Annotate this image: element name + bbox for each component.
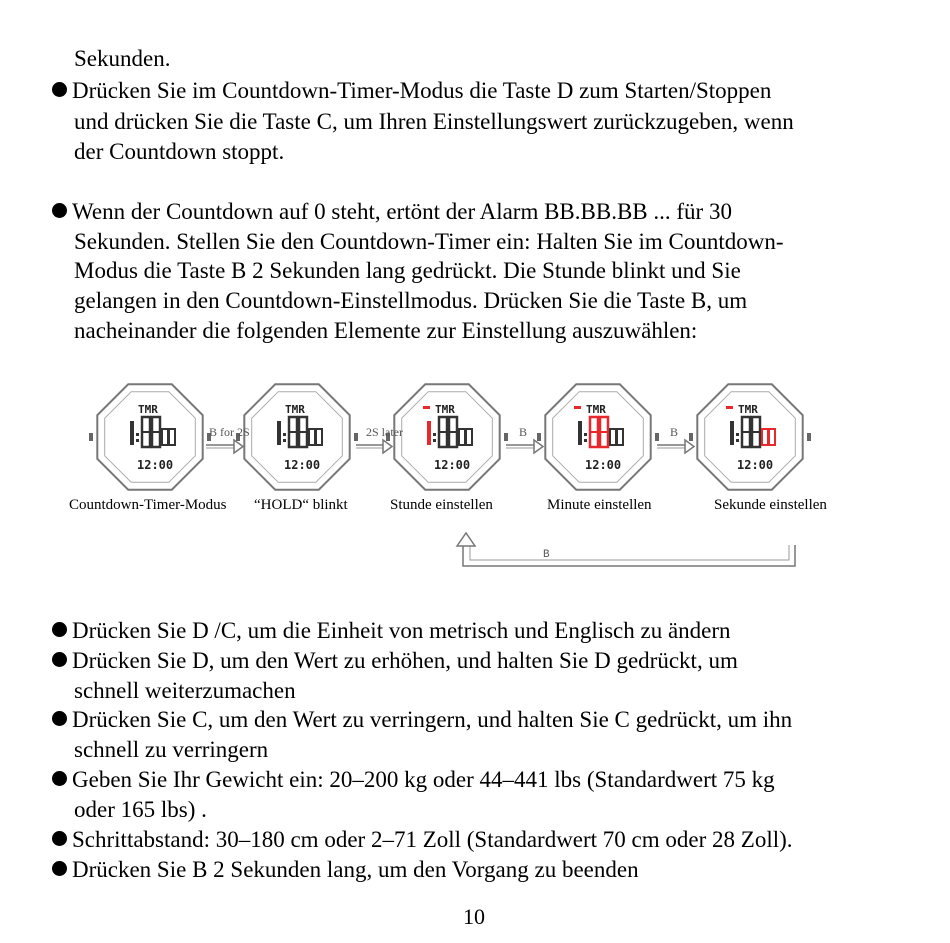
- watch-hour-digit: [427, 421, 431, 445]
- watch-colon: [136, 439, 139, 442]
- watch-colon: [283, 439, 286, 442]
- list-item-stride: [52, 825, 793, 855]
- step-arrow-head-icon: [234, 440, 243, 453]
- caption-set-minute: Minute einstellen: [547, 497, 652, 513]
- list-item-unit: [52, 616, 731, 646]
- caption-set-hour: Stunde einstellen: [390, 497, 493, 513]
- watch-colon: [283, 433, 286, 436]
- list-item-weight-cont: oder 165 lbs) .: [74, 797, 207, 822]
- list-item-weight: [52, 765, 775, 795]
- watch-colon: [584, 439, 587, 442]
- step-arrow-label: B: [670, 425, 679, 439]
- paragraph-2-line-5: nacheinander die folgenden Elemente zur Einstellung auszuwählen:: [74, 318, 698, 343]
- watch-colon: [136, 433, 139, 436]
- loop-back-arrow: [457, 533, 795, 566]
- step-arrow-label: 2S later: [366, 425, 403, 439]
- watch-side-button: [689, 433, 693, 441]
- watch-face-3: [386, 384, 508, 489]
- paragraph-1-text: Drücken Sie im Countdown-Timer-Modus die Taste D zum Starten/Stoppen: [72, 78, 772, 103]
- watch-hour-digit: [730, 421, 734, 445]
- list-item-increase: [52, 646, 738, 676]
- watch-mode-label: TMR: [285, 403, 305, 416]
- watch-side-button: [537, 433, 541, 441]
- paragraph-2-line-2: Sekunden. Stellen Sie den Countdown-Timer ein: Halten Sie im Countdown-: [74, 229, 784, 254]
- watch-mode-label: TMR: [435, 403, 455, 416]
- paragraph-2-line-3: Modus die Taste B 2 Sekunden lang gedrückt. Die Stunde blinkt und Sie: [74, 258, 741, 283]
- watch-face-2: [236, 384, 358, 489]
- bullet-icon: [52, 861, 67, 876]
- watch-indicator: [423, 406, 430, 409]
- step-arrow-4: [657, 425, 694, 453]
- step-arrow-head-icon: [685, 440, 694, 453]
- watch-side-button: [89, 433, 93, 441]
- step-arrow-head-icon: [383, 440, 392, 453]
- watch-sequence: [89, 384, 811, 489]
- watch-mode-label: TMR: [586, 403, 606, 416]
- watch-face-4: [537, 384, 659, 489]
- watch-colon: [433, 439, 436, 442]
- watch-colon: [736, 439, 739, 442]
- watch-hour-digit: [277, 421, 281, 445]
- watch-mode-label: TMR: [138, 403, 158, 416]
- loop-label: B: [543, 549, 550, 561]
- caption-hold-blinking: “HOLD“ blinkt: [254, 497, 348, 513]
- watch-colon: [736, 433, 739, 436]
- watch-colon: [433, 433, 436, 436]
- loop-arrow-head-icon: [457, 533, 475, 546]
- watch-time-display: 12:00: [737, 458, 774, 472]
- list-item-decrease: [52, 705, 792, 735]
- paragraph-2-line-4: gelangen in den Countdown-Einstellmodus. Drücken Sie die Taste B, um: [74, 288, 748, 313]
- watch-hour-digit: [578, 421, 582, 445]
- watch-mode-label: TMR: [738, 403, 758, 416]
- page-number: 10: [463, 904, 485, 929]
- step-arrow-head-icon: [534, 440, 543, 453]
- intro-line: Sekunden.: [74, 46, 171, 71]
- watch-face-5: [689, 384, 811, 489]
- watch-face-1: [89, 384, 211, 489]
- list-item-increase-cont: schnell weiterzumachen: [74, 678, 296, 703]
- step-arrow-label: B for 2S: [209, 425, 250, 439]
- list-item-text: Geben Sie Ihr Gewicht ein: 20–200 kg oder 44–441 lbs (Standardwert 75 kg: [72, 767, 775, 792]
- bullet-icon: [52, 622, 67, 637]
- watch-time-display: 12:00: [137, 458, 174, 472]
- bullet-icon: [52, 652, 67, 667]
- step-arrow-label: B: [519, 425, 528, 439]
- watch-hour-digit: [130, 421, 134, 445]
- watch-indicator: [726, 406, 733, 409]
- paragraph-2-text: Wenn der Countdown auf 0 steht, ertönt der Alarm BB.BB.BB ... für 30: [72, 199, 732, 224]
- list-item-text: Drücken Sie D, um den Wert zu erhöhen, und halten Sie D gedrückt, um: [72, 648, 738, 673]
- step-arrow-1: [206, 425, 250, 453]
- watch-indicator: [574, 406, 581, 409]
- loop-line: [463, 545, 795, 566]
- list-item-text: Drücken Sie B 2 Sekunden lang, um den Vorgang zu beenden: [72, 857, 639, 882]
- bullet-icon: [52, 831, 67, 846]
- list-item-text: Drücken Sie C, um den Wert zu verringern, und halten Sie C gedrückt, um ihn: [72, 707, 793, 732]
- watch-side-button: [655, 433, 659, 441]
- paragraph-1-line-3: der Countdown stoppt.: [74, 139, 285, 164]
- bullet-icon: [52, 771, 67, 786]
- bullet-icon: [52, 711, 67, 726]
- watch-time-display: 12:00: [585, 458, 622, 472]
- watch-time-display: 12:00: [434, 458, 471, 472]
- loop-line-inner: [470, 545, 789, 560]
- paragraph-1-line-2: und drücken Sie die Taste C, um Ihren Einstellungswert zurückzugeben, wenn: [74, 109, 794, 134]
- watch-side-button: [504, 433, 508, 441]
- list-item-exit: [52, 855, 639, 885]
- watch-side-button: [807, 433, 811, 441]
- caption-set-second: Sekunde einstellen: [714, 497, 827, 513]
- list-item-text: Drücken Sie D /C, um die Einheit von metrisch und Englisch zu ändern: [72, 618, 731, 643]
- watch-side-button: [354, 433, 358, 441]
- caption-countdown-timer-mode: Countdown-Timer-Modus: [69, 497, 227, 513]
- watch-colon: [584, 433, 587, 436]
- list-item-text: Schrittabstand: 30–180 cm oder 2–71 Zoll (Standardwert 70 cm oder 28 Zoll).: [72, 827, 793, 852]
- list-item-decrease-cont: schnell zu verringern: [74, 737, 269, 762]
- watch-time-display: 12:00: [284, 458, 321, 472]
